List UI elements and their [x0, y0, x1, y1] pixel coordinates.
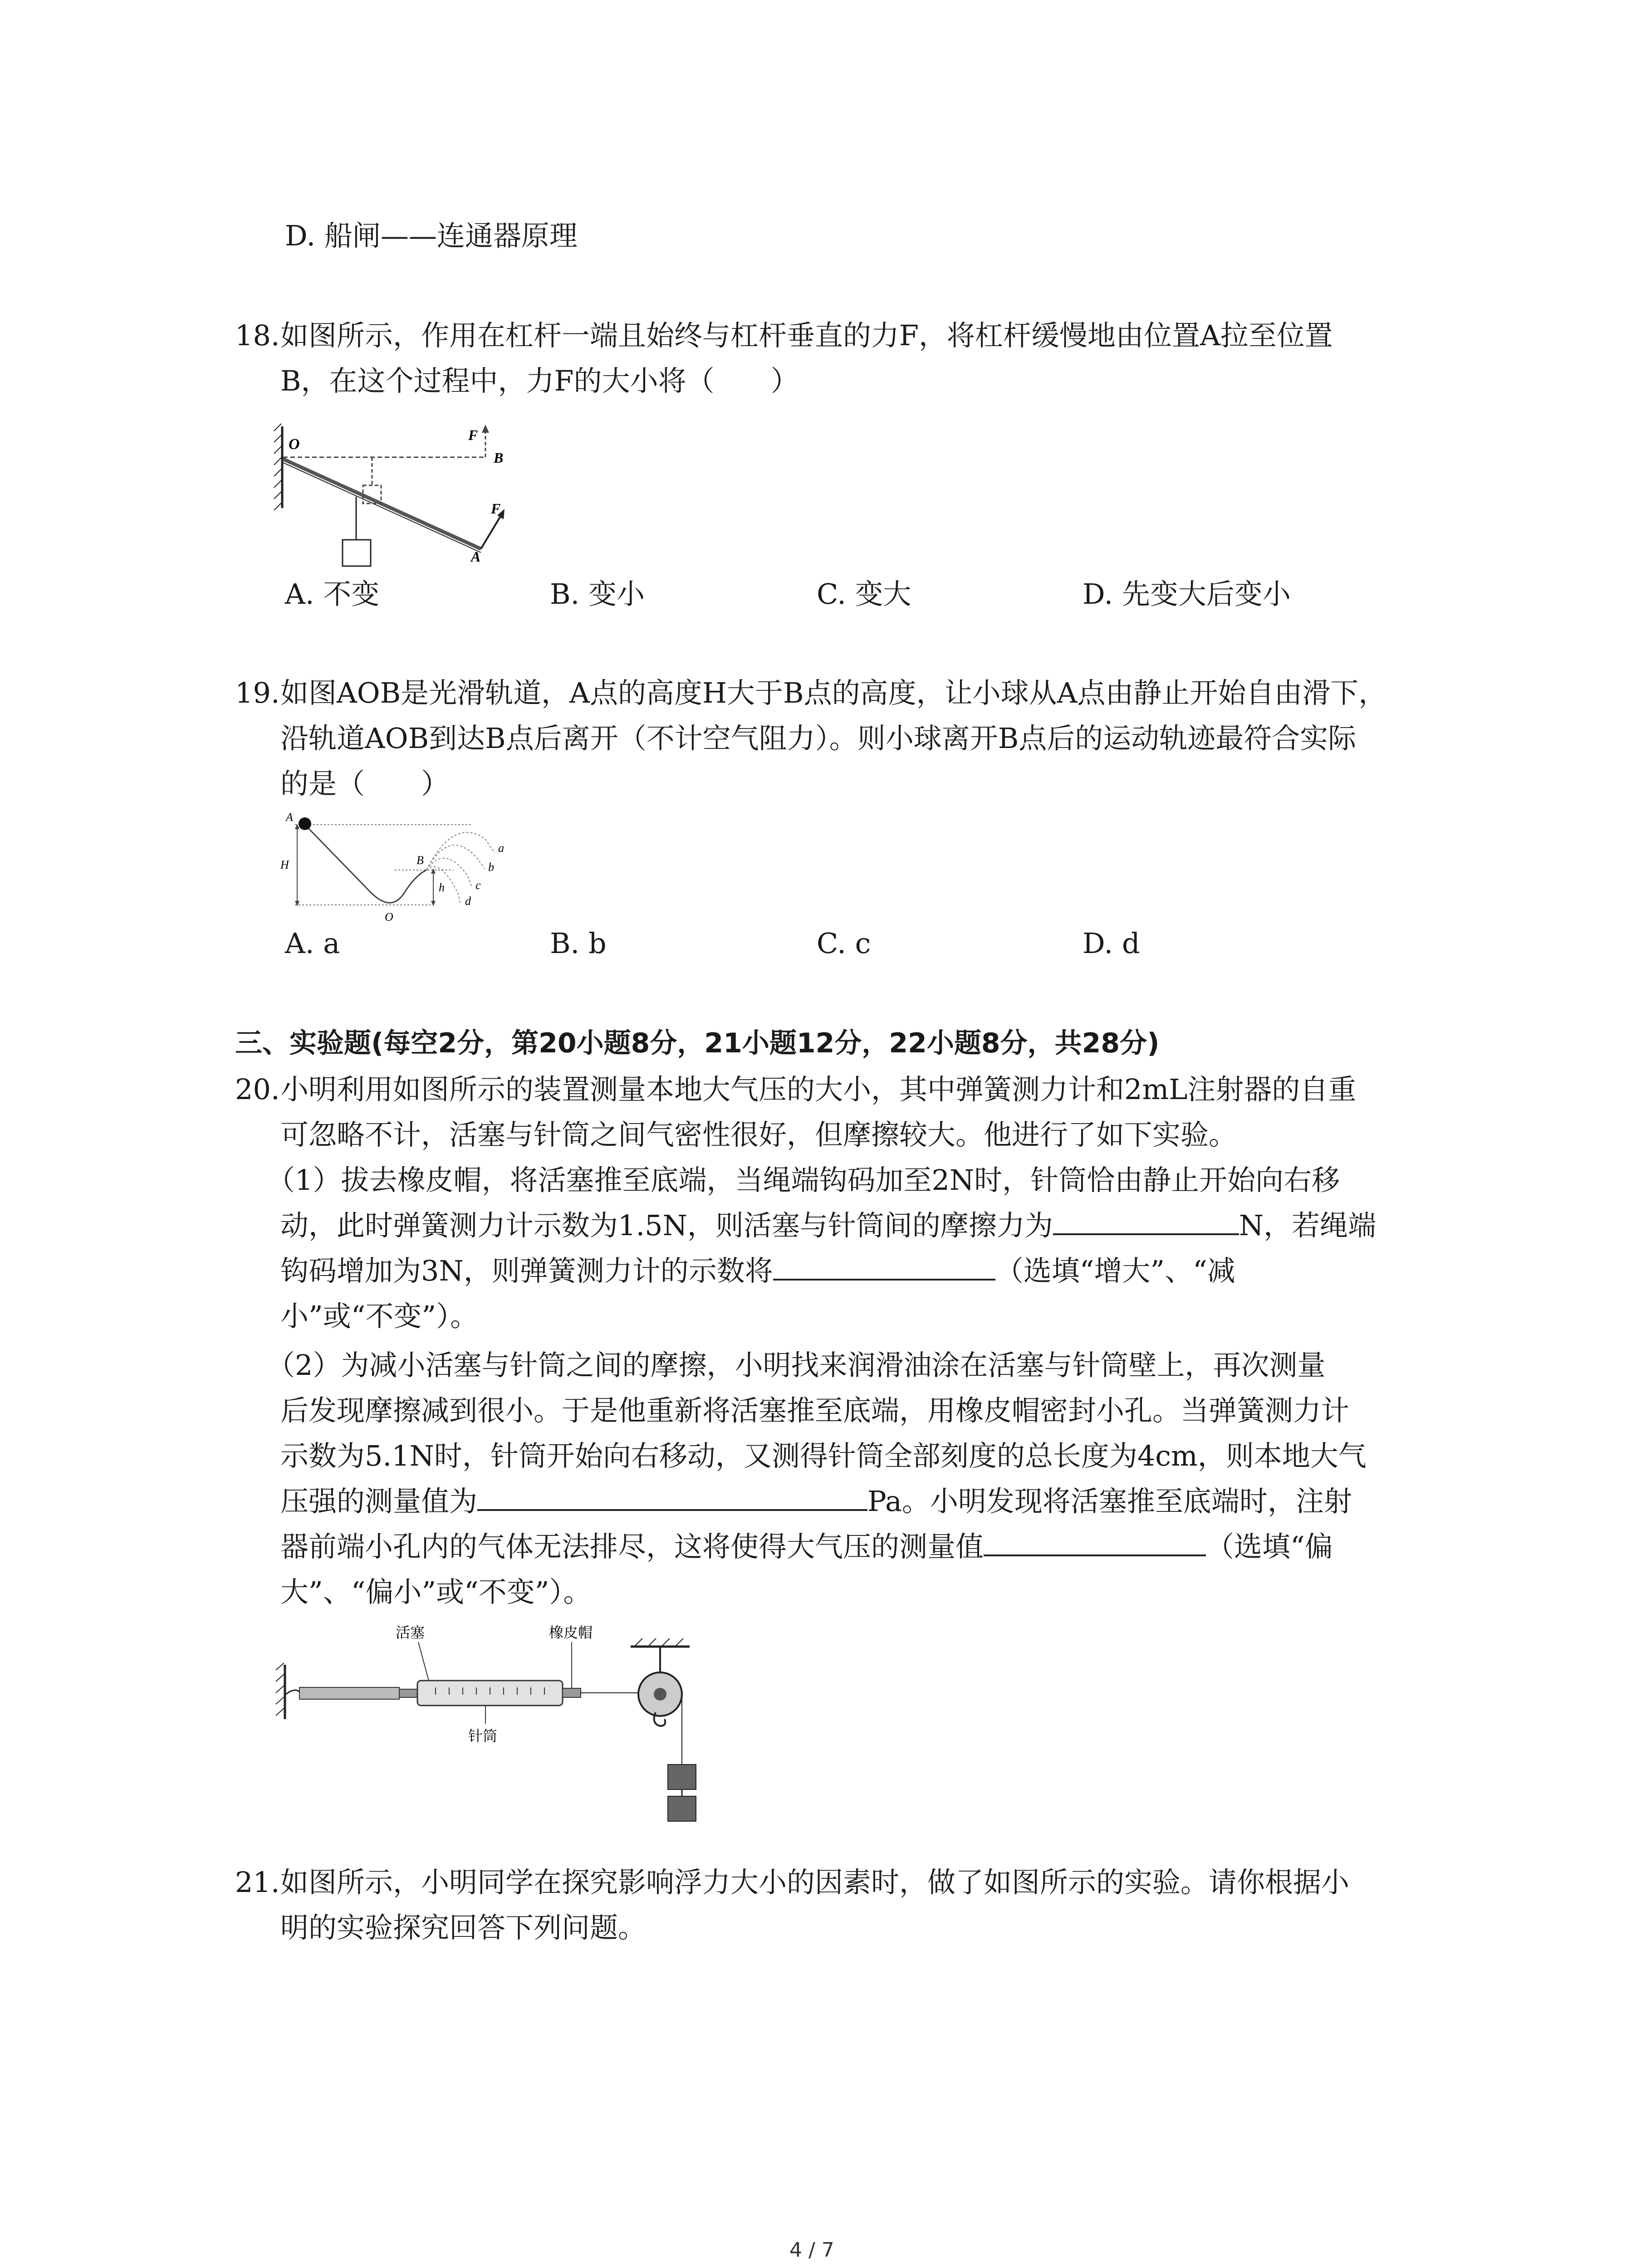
q18-label-f-bottom: F — [491, 500, 501, 517]
q20-part2-line6: 大”、“偏小”或“不变”）。 — [280, 1575, 592, 1608]
q19-option-c: C. c — [817, 927, 871, 960]
q19-label-o: O — [385, 910, 393, 924]
section-3-title: 三、实验题(每空2分，第20小题8分，21小题12分，22小题8分，共28分) — [235, 1027, 1160, 1059]
q20-part2-line1: （2）为减小活塞与针筒之间的摩擦，小明找来润滑油涂在活塞与针筒壁上，再次测量 — [267, 1349, 1326, 1382]
q18-option-d: D. 先变大后变小 — [1083, 577, 1291, 611]
q20-part2-line2: 后发现摩擦减到很小。于是他重新将活塞推至底端，用橡皮帽密封小孔。当弹簧测力计 — [280, 1394, 1350, 1427]
q18-number: 18. — [235, 319, 280, 352]
q19-number: 19. — [235, 676, 280, 709]
q20-text-line2: 可忽略不计，活塞与针筒之间气密性很好，但摩擦较大。他进行了如下实验。 — [280, 1118, 1237, 1151]
q18-option-a: A. 不变 — [285, 577, 380, 611]
q19-label-b-point: B — [416, 854, 424, 867]
q20-part2-line4 — [280, 1479, 1352, 1524]
q19-option-b: B. b — [550, 927, 607, 960]
q18-label-o: O — [289, 436, 300, 453]
q20-answer-blank-pressure[interactable] — [477, 1482, 867, 1511]
q19-label-h-small: h — [439, 881, 445, 894]
q19-label-a: a — [498, 841, 504, 855]
q21-text-line2: 明的实验探究回答下列问题。 — [280, 1911, 647, 1944]
q20-syringe-figure — [272, 1615, 703, 1833]
q20-part1-line4: 小”或“不变”）。 — [280, 1300, 479, 1333]
q19-option-d: D. d — [1083, 927, 1140, 960]
q17-option-d: D. 船闸——连通器原理 — [285, 219, 578, 252]
q19-option-a: A. a — [285, 927, 340, 960]
q20-answer-blank-reading[interactable] — [773, 1251, 995, 1281]
q20-part2-line5-tail: （选填“偏 — [1206, 1530, 1333, 1563]
q19-label-h-big: H — [280, 858, 289, 871]
q20-answer-blank-error[interactable] — [984, 1527, 1206, 1556]
q18-text-line1: 如图所示，作用在杠杆一端且始终与杠杆垂直的力F，将杠杆缓慢地由位置A拉至位置 — [280, 319, 1333, 352]
q20-part1-line2-tail: N，若绳端 — [1239, 1209, 1376, 1242]
q19-track-figure — [272, 807, 554, 930]
q20-part2-line3: 示数为5.1N时，针筒开始向右移动，又测得针筒全部刻度的总长度为4cm，则本地大气 — [280, 1439, 1367, 1472]
q19-label-a-point: A — [286, 811, 293, 824]
q20-answer-blank-friction[interactable] — [1053, 1206, 1239, 1235]
q20-part2-line4-text: 压强的测量值为 — [280, 1485, 478, 1518]
q18-label-f-top: F — [468, 427, 478, 443]
q19-text-line3: 的是（ ） — [280, 767, 450, 800]
q18-option-b: B. 变小 — [550, 577, 645, 611]
q21-text-line1: 如图所示，小明同学在探究影响浮力大小的因素时，做了如图所示的实验。请你根据小 — [280, 1866, 1350, 1899]
q20-part2-line5-text: 器前端小孔内的气体无法排尽，这将使得大气压的测量值 — [280, 1530, 984, 1563]
q20-label-cap: 橡皮帽 — [549, 1624, 593, 1641]
q19-label-d: d — [465, 894, 471, 908]
q20-label-barrel: 针筒 — [468, 1728, 498, 1744]
q20-part1-line2-text: 动，此时弹簧测力计示数为1.5N，则活塞与针筒间的摩擦力为 — [280, 1209, 1053, 1242]
q20-part2-line4-tail: Pa。小明发现将活塞推至底端时，注射 — [867, 1485, 1352, 1518]
q18-label-b: B — [494, 450, 504, 466]
q18-lever-figure — [272, 417, 526, 576]
q20-part1-line3 — [280, 1248, 1235, 1294]
q20-part1-line2 — [280, 1203, 1376, 1248]
q18-text-line2: B，在这个过程中，力F的大小将（ ） — [280, 364, 799, 397]
page-number: 4 / 7 — [789, 2239, 834, 2262]
q20-text-line1: 小明利用如图所示的装置测量本地大气压的大小，其中弹簧测力计和2mL注射器的自重 — [280, 1073, 1357, 1106]
q20-part2-line5 — [280, 1524, 1333, 1569]
q18-label-a: A — [471, 548, 481, 565]
q20-part1-line3-tail: （选填“增大”、“减 — [995, 1254, 1235, 1287]
q21-number: 21. — [235, 1866, 280, 1899]
q19-text-line2: 沿轨道AOB到达B点后离开（不计空气阻力）。则小球离开B点后的运动轨迹最符合实际 — [280, 722, 1357, 755]
q20-part1-line3-text: 钩码增加为3N，则弹簧测力计的示数将 — [280, 1254, 773, 1287]
q20-number: 20. — [235, 1073, 280, 1106]
q19-label-c: c — [475, 879, 481, 892]
q20-part1-line1: （1）拔去橡皮帽，将活塞推至底端，当绳端钩码加至2N时，针筒恰由静止开始向右移 — [267, 1163, 1340, 1197]
q19-text-line1: 如图AOB是光滑轨道，A点的高度H大于B点的高度，让小球从A点由静止开始自由滑下， — [280, 676, 1387, 709]
q19-label-b: b — [488, 860, 494, 874]
q20-label-piston: 活塞 — [396, 1624, 425, 1641]
q18-option-c: C. 变大 — [817, 577, 911, 611]
